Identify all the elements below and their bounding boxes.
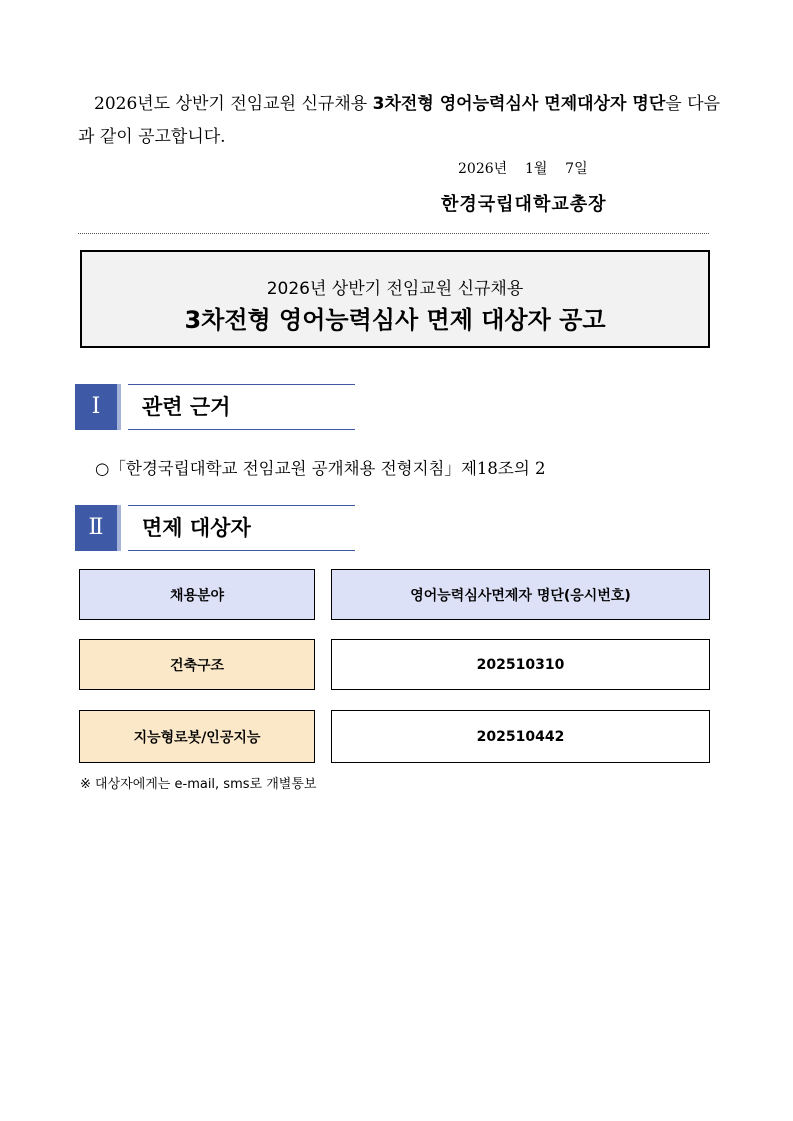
table-row-1-field: 건축구조 — [79, 639, 315, 690]
announcement-date: 2026년 1월 7일 — [458, 161, 588, 177]
table-header-list: 영어능력심사면제자 명단(응시번호) — [331, 569, 710, 620]
intro-text-suffix: 을 다음과 같이 공고합니다. — [78, 94, 720, 147]
intro-text-bold: 3차전형 영어능력심사 면제대상자 명단 — [372, 94, 666, 114]
dotted-divider — [78, 233, 709, 234]
title-main: 3차전형 영어능력심사 면제 대상자 공고 — [184, 306, 606, 334]
basis-text: ○「한경국립대학교 전임교원 공개채용 전형지침」제18조의 2 — [95, 459, 546, 478]
table-row-2-number: 202510442 — [331, 710, 710, 763]
intro-paragraph — [78, 88, 720, 154]
section-2-title: 면제 대상자 — [128, 505, 355, 551]
section-1-number: Ⅰ — [75, 384, 121, 430]
intro-text-prefix: 2026년도 상반기 전임교원 신규채용 — [94, 94, 373, 114]
title-subtitle: 2026년 상반기 전임교원 신규채용 — [266, 279, 524, 299]
section-2-number: Ⅱ — [75, 505, 121, 551]
table-row-1-number: 202510310 — [331, 639, 710, 690]
notification-note: ※ 대상자에게는 e-mail, sms로 개별통보 — [80, 777, 317, 792]
issuer-name: 한경국립대학교총장 — [441, 194, 607, 215]
section-1-title: 관련 근거 — [128, 384, 355, 430]
table-header-field: 채용분야 — [79, 569, 315, 620]
table-row-2-field: 지능형로봇/인공지능 — [79, 710, 315, 763]
title-box — [80, 250, 710, 348]
